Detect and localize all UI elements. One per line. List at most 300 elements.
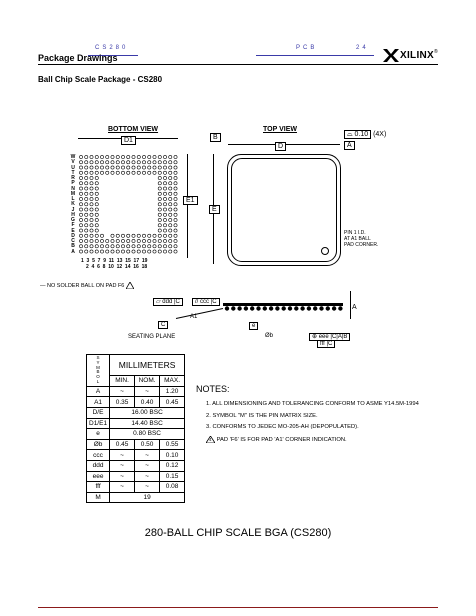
no-solder-note: — NO SOLDER BALL ON PAD F6 (40, 282, 134, 289)
note4-triangle-icon (126, 282, 134, 289)
table-row: A1 0.35 0.40 0.45 (87, 397, 185, 408)
solder-ball (163, 229, 166, 232)
solder-ball (85, 239, 88, 242)
solder-ball (90, 224, 93, 227)
solder-ball (163, 213, 166, 216)
solder-ball (90, 182, 93, 185)
solder-ball (127, 161, 130, 164)
seating-plane-label: SEATING PLANE (128, 334, 176, 340)
solder-ball (116, 245, 119, 248)
solder-ball (163, 250, 166, 253)
units-header: MILLIMETERS (110, 355, 185, 376)
pin1-note (344, 230, 378, 248)
dim-d1-box: D1 (121, 136, 136, 145)
solder-ball (79, 176, 82, 179)
row-letter: N (71, 185, 75, 192)
row-letter: M (70, 190, 76, 197)
solder-ball (85, 229, 88, 232)
solder-ball (169, 182, 172, 185)
solder-ball (95, 176, 98, 179)
solder-ball (163, 245, 166, 248)
note-item: 1. ALL DIMENSIONING AND TOLERANCING CONFORM TO ASME Y14.5M-1994 (206, 401, 419, 407)
solder-ball (121, 166, 124, 169)
header-underline-right (256, 55, 374, 56)
solder-ball (79, 203, 82, 206)
position-tolerance (309, 333, 350, 348)
solder-ball (90, 197, 93, 200)
solder-ball (90, 171, 93, 174)
solder-ball (116, 155, 119, 158)
solder-ball (116, 239, 119, 242)
solder-ball (163, 187, 166, 190)
row-letter: G (71, 217, 75, 223)
table-row: fff ~ ~ 0.08 (87, 482, 185, 493)
solder-ball (79, 224, 82, 227)
solder-ball (90, 213, 93, 216)
ddd-datum: C (175, 299, 180, 305)
flatness-value: 0.10 (354, 131, 369, 138)
solder-ball (85, 166, 88, 169)
solder-ball (153, 166, 156, 169)
solder-ball (95, 234, 98, 237)
solder-ball (127, 166, 130, 169)
solder-ball (132, 161, 135, 164)
solder-ball (79, 192, 82, 195)
solder-ball (174, 166, 177, 169)
notes-title: NOTES: (196, 384, 230, 394)
solder-ball (137, 245, 140, 248)
solder-ball (137, 234, 140, 237)
header-page-number: 24 (356, 45, 369, 51)
solder-ball (137, 166, 140, 169)
solder-ball (174, 239, 177, 242)
solder-ball (163, 234, 166, 237)
side-solder-ball (288, 306, 292, 310)
parallel-icon: ⏥ (156, 299, 161, 305)
solder-ball (132, 171, 135, 174)
side-solder-ball (307, 306, 311, 310)
pin1-marker (321, 247, 329, 255)
solder-ball (85, 155, 88, 158)
solder-ball (158, 239, 161, 242)
col-min: MIN. (110, 376, 135, 387)
solder-ball (153, 239, 156, 242)
side-solder-ball (250, 306, 254, 310)
solder-ball (95, 182, 98, 185)
solder-ball (90, 218, 93, 221)
solder-ball (158, 176, 161, 179)
solder-ball (79, 182, 82, 185)
solder-ball (85, 176, 88, 179)
solder-ball (174, 197, 177, 200)
side-solder-ball (332, 306, 336, 310)
solder-ball (79, 229, 82, 232)
solder-ball (85, 192, 88, 195)
solder-ball (116, 171, 119, 174)
row-letter: C (71, 238, 75, 244)
side-solder-ball (282, 306, 286, 310)
solder-ball (90, 161, 93, 164)
solder-ball (132, 234, 135, 237)
solder-ball (148, 245, 151, 248)
xilinx-logo (383, 47, 438, 63)
row-letter: J (71, 206, 75, 213)
table-row: A ~ ~ 1.20 (87, 386, 185, 397)
solder-ball (127, 234, 130, 237)
symbol-header: S Y M B O L (87, 355, 110, 387)
solder-ball (95, 224, 98, 227)
solder-ball (111, 155, 114, 158)
solder-ball (121, 161, 124, 164)
solder-ball (142, 250, 145, 253)
row-letter: B (71, 243, 75, 250)
solder-ball (111, 245, 114, 248)
solder-ball (95, 166, 98, 169)
solder-ball (111, 234, 114, 237)
dimension-table (86, 354, 185, 503)
solder-ball (79, 161, 82, 164)
solder-ball (116, 250, 119, 253)
solder-ball (90, 239, 93, 242)
dim-e-box: E (209, 205, 220, 214)
solder-ball (90, 155, 93, 158)
solder-ball (95, 203, 98, 206)
side-solder-ball (319, 306, 323, 310)
solder-ball (100, 239, 103, 242)
e1-dimension-line (187, 154, 188, 258)
row-letter: V (71, 159, 75, 166)
dim-a1-label: A1 (190, 314, 198, 320)
solder-ball (121, 234, 124, 237)
solder-ball (163, 218, 166, 221)
solder-ball (163, 203, 166, 206)
solder-ball (142, 161, 145, 164)
solder-ball (142, 245, 145, 248)
solder-ball (163, 192, 166, 195)
solder-ball (90, 208, 93, 211)
solder-ball (169, 171, 172, 174)
solder-ball (137, 171, 140, 174)
solder-ball (106, 171, 109, 174)
row-letter: H (71, 211, 75, 218)
solder-ball (111, 171, 114, 174)
solder-ball (127, 239, 130, 242)
solder-ball (148, 250, 151, 253)
solder-ball (85, 182, 88, 185)
solder-ball (85, 187, 88, 190)
side-solder-ball (237, 306, 241, 310)
solder-ball (158, 155, 161, 158)
solder-ball (158, 229, 161, 232)
solder-ball (158, 166, 161, 169)
row-letter: T (71, 169, 75, 176)
solder-ball (169, 161, 172, 164)
solder-ball (174, 208, 177, 211)
fff-datum: |C (326, 341, 333, 347)
solder-ball (142, 155, 145, 158)
solder-ball (121, 155, 124, 158)
solder-ball (111, 166, 114, 169)
solder-ball (158, 208, 161, 211)
side-solder-ball (244, 306, 248, 310)
row-letter: P (71, 180, 75, 187)
solder-ball (121, 250, 124, 253)
ccc-label: ccc (200, 299, 210, 305)
solder-ball (127, 155, 130, 158)
solder-ball (85, 224, 88, 227)
solder-ball (132, 155, 135, 158)
solder-ball (174, 203, 177, 206)
solder-ball (85, 197, 88, 200)
solder-ball (100, 155, 103, 158)
solder-ball (174, 245, 177, 248)
solder-ball (121, 245, 124, 248)
dim-e-pitch-box: e (249, 322, 258, 330)
solder-ball (153, 161, 156, 164)
solder-ball (95, 208, 98, 211)
ccc-tolerance-box: // ccc |C (192, 298, 220, 306)
table-row: D/E 16.00 BSC (87, 407, 185, 418)
notes-list (206, 401, 436, 443)
table-row: e 0.80 BSC (87, 429, 185, 440)
solder-ball (158, 197, 161, 200)
solder-ball (163, 182, 166, 185)
solder-ball (79, 171, 82, 174)
solder-balls-side (223, 306, 345, 314)
solder-ball (90, 229, 93, 232)
solder-ball (158, 187, 161, 190)
solder-ball (121, 171, 124, 174)
solder-ball (95, 161, 98, 164)
solder-ball (95, 229, 98, 232)
col-numbers-odd: 1 3 5 7 9 11 13 15 17 19 (81, 258, 148, 264)
solder-ball (158, 161, 161, 164)
solder-ball (174, 213, 177, 216)
col-max: MAX. (160, 376, 185, 387)
solder-ball (174, 187, 177, 190)
note-item-text: PAD 'F6' IS FOR PAD 'A1' CORNER INDICATION. (216, 436, 347, 443)
solder-ball (85, 161, 88, 164)
solder-ball (95, 218, 98, 221)
solder-ball (100, 166, 103, 169)
solder-ball (163, 239, 166, 242)
solder-ball (132, 245, 135, 248)
solder-ball (158, 182, 161, 185)
side-solder-ball (225, 306, 229, 310)
solder-ball (148, 234, 151, 237)
solder-ball (142, 239, 145, 242)
solder-ball (100, 161, 103, 164)
solder-ball (169, 250, 172, 253)
solder-ball (142, 234, 145, 237)
solder-ball (85, 234, 88, 237)
solder-ball (169, 187, 172, 190)
solder-ball (90, 245, 93, 248)
solder-ball (169, 234, 172, 237)
solder-ball (79, 250, 82, 253)
solder-ball (163, 224, 166, 227)
solder-ball (100, 171, 103, 174)
solder-ball (106, 250, 109, 253)
solder-ball (90, 166, 93, 169)
pin1-note-line: PAD CORNER. (344, 242, 379, 248)
solder-ball (121, 239, 124, 242)
solder-ball (111, 161, 114, 164)
table-row: ddd ~ ~ 0.12 (87, 460, 185, 471)
eee-label: eee (318, 334, 329, 340)
solder-ball (158, 234, 161, 237)
solder-ball (106, 239, 109, 242)
ddd-label: ddd (162, 299, 173, 305)
datum-c-box: C (158, 321, 168, 329)
solder-ball (95, 239, 98, 242)
solder-ball (169, 213, 172, 216)
solder-ball (158, 171, 161, 174)
solder-ball (95, 250, 98, 253)
solder-ball (127, 171, 130, 174)
solder-ball (111, 250, 114, 253)
position-icon: ⊕ (312, 334, 318, 340)
note-item: 2. SYMBOL "M" IS THE PIN MATRIX SIZE. (206, 412, 318, 419)
solder-ball (79, 155, 82, 158)
solder-ball (169, 197, 172, 200)
solder-ball (100, 245, 103, 248)
side-solder-ball (263, 306, 267, 310)
solder-ball (90, 176, 93, 179)
solder-ball (158, 218, 161, 221)
note-item-4 (206, 436, 436, 444)
solder-ball (163, 166, 166, 169)
solder-ball (95, 192, 98, 195)
table-row: D1/E1 14.40 BSC (87, 418, 185, 429)
parallel-lines-icon: // (195, 299, 199, 305)
header-rule (38, 64, 438, 65)
solder-ball (174, 192, 177, 195)
solder-ball (169, 155, 172, 158)
side-solder-ball (294, 306, 298, 310)
solder-ball (90, 203, 93, 206)
solder-ball (174, 234, 177, 237)
ball-grid (78, 154, 182, 258)
row-letter: A (71, 248, 75, 255)
side-solder-ball (256, 306, 260, 310)
solder-ball (85, 208, 88, 211)
solder-ball (174, 161, 177, 164)
solder-ball (174, 250, 177, 253)
solder-ball (90, 192, 93, 195)
solder-ball (132, 250, 135, 253)
ccc-datum: C (212, 299, 217, 305)
solder-ball (174, 155, 177, 158)
solder-ball (79, 239, 82, 242)
solder-ball (174, 229, 177, 232)
side-solder-ball (231, 306, 235, 310)
solder-ball (95, 213, 98, 216)
solder-ball (85, 171, 88, 174)
table-row: M 19 (87, 492, 185, 503)
solder-ball (163, 208, 166, 211)
dim-phi-b-label: Øb (265, 333, 274, 339)
col-numbers-even: 2 4 6 8 10 12 14 16 18 (86, 264, 148, 270)
solder-ball (137, 161, 140, 164)
row-letter: R (71, 175, 75, 181)
solder-ball (79, 187, 82, 190)
note4-number: 4 (209, 437, 212, 443)
side-solder-ball (275, 306, 279, 310)
solder-ball (85, 218, 88, 221)
solder-ball (85, 213, 88, 216)
solder-ball (153, 171, 156, 174)
solder-ball (79, 218, 82, 221)
ddd-tolerance-box: ⏥ ddd |C (153, 298, 183, 306)
row-letter: D (71, 232, 75, 239)
solder-ball (153, 250, 156, 253)
row-letter: E (71, 227, 75, 234)
solder-ball (85, 250, 88, 253)
solder-ball (169, 245, 172, 248)
solder-ball (163, 197, 166, 200)
solder-ball (79, 166, 82, 169)
solder-ball (85, 245, 88, 248)
table-row: ccc ~ ~ 0.10 (87, 450, 185, 461)
solder-ball (116, 161, 119, 164)
solder-ball (148, 161, 151, 164)
solder-ball (106, 161, 109, 164)
pin1-note-line: AT A1 BALL (344, 236, 371, 242)
solder-ball (148, 155, 151, 158)
solder-ball (137, 155, 140, 158)
solder-ball (116, 166, 119, 169)
solder-ball (158, 203, 161, 206)
side-solder-ball (300, 306, 304, 310)
solder-ball (142, 171, 145, 174)
solder-ball (79, 245, 82, 248)
xilinx-logo-sup: ® (434, 49, 438, 55)
solder-ball (79, 197, 82, 200)
solder-ball (169, 239, 172, 242)
row-letter: K (71, 201, 75, 208)
solder-ball (95, 171, 98, 174)
solder-ball (158, 224, 161, 227)
side-solder-ball (338, 306, 342, 310)
solder-ball (79, 213, 82, 216)
solder-ball (163, 176, 166, 179)
solder-ball (169, 192, 172, 195)
row-letter: U (71, 164, 75, 171)
solder-ball (153, 245, 156, 248)
dim-d-box: D (275, 142, 286, 151)
datum-b-box: B (210, 133, 221, 142)
solder-ball (106, 155, 109, 158)
solder-ball (85, 203, 88, 206)
solder-ball (137, 250, 140, 253)
solder-ball (158, 245, 161, 248)
solder-ball (95, 197, 98, 200)
solder-ball (90, 187, 93, 190)
solder-ball (174, 182, 177, 185)
row-letter: L (71, 196, 75, 202)
package-inner-outline (231, 158, 337, 262)
pin1-note-line: PIN 1 I.D. (344, 230, 366, 236)
solder-ball (90, 250, 93, 253)
solder-ball (163, 161, 166, 164)
flatness-icon: ⌓ (347, 131, 353, 138)
solder-ball (158, 192, 161, 195)
note4-triangle-icon (206, 436, 215, 443)
solder-ball (79, 208, 82, 211)
footer-rule (38, 607, 438, 608)
xilinx-logo-text: XILINX (400, 49, 435, 61)
